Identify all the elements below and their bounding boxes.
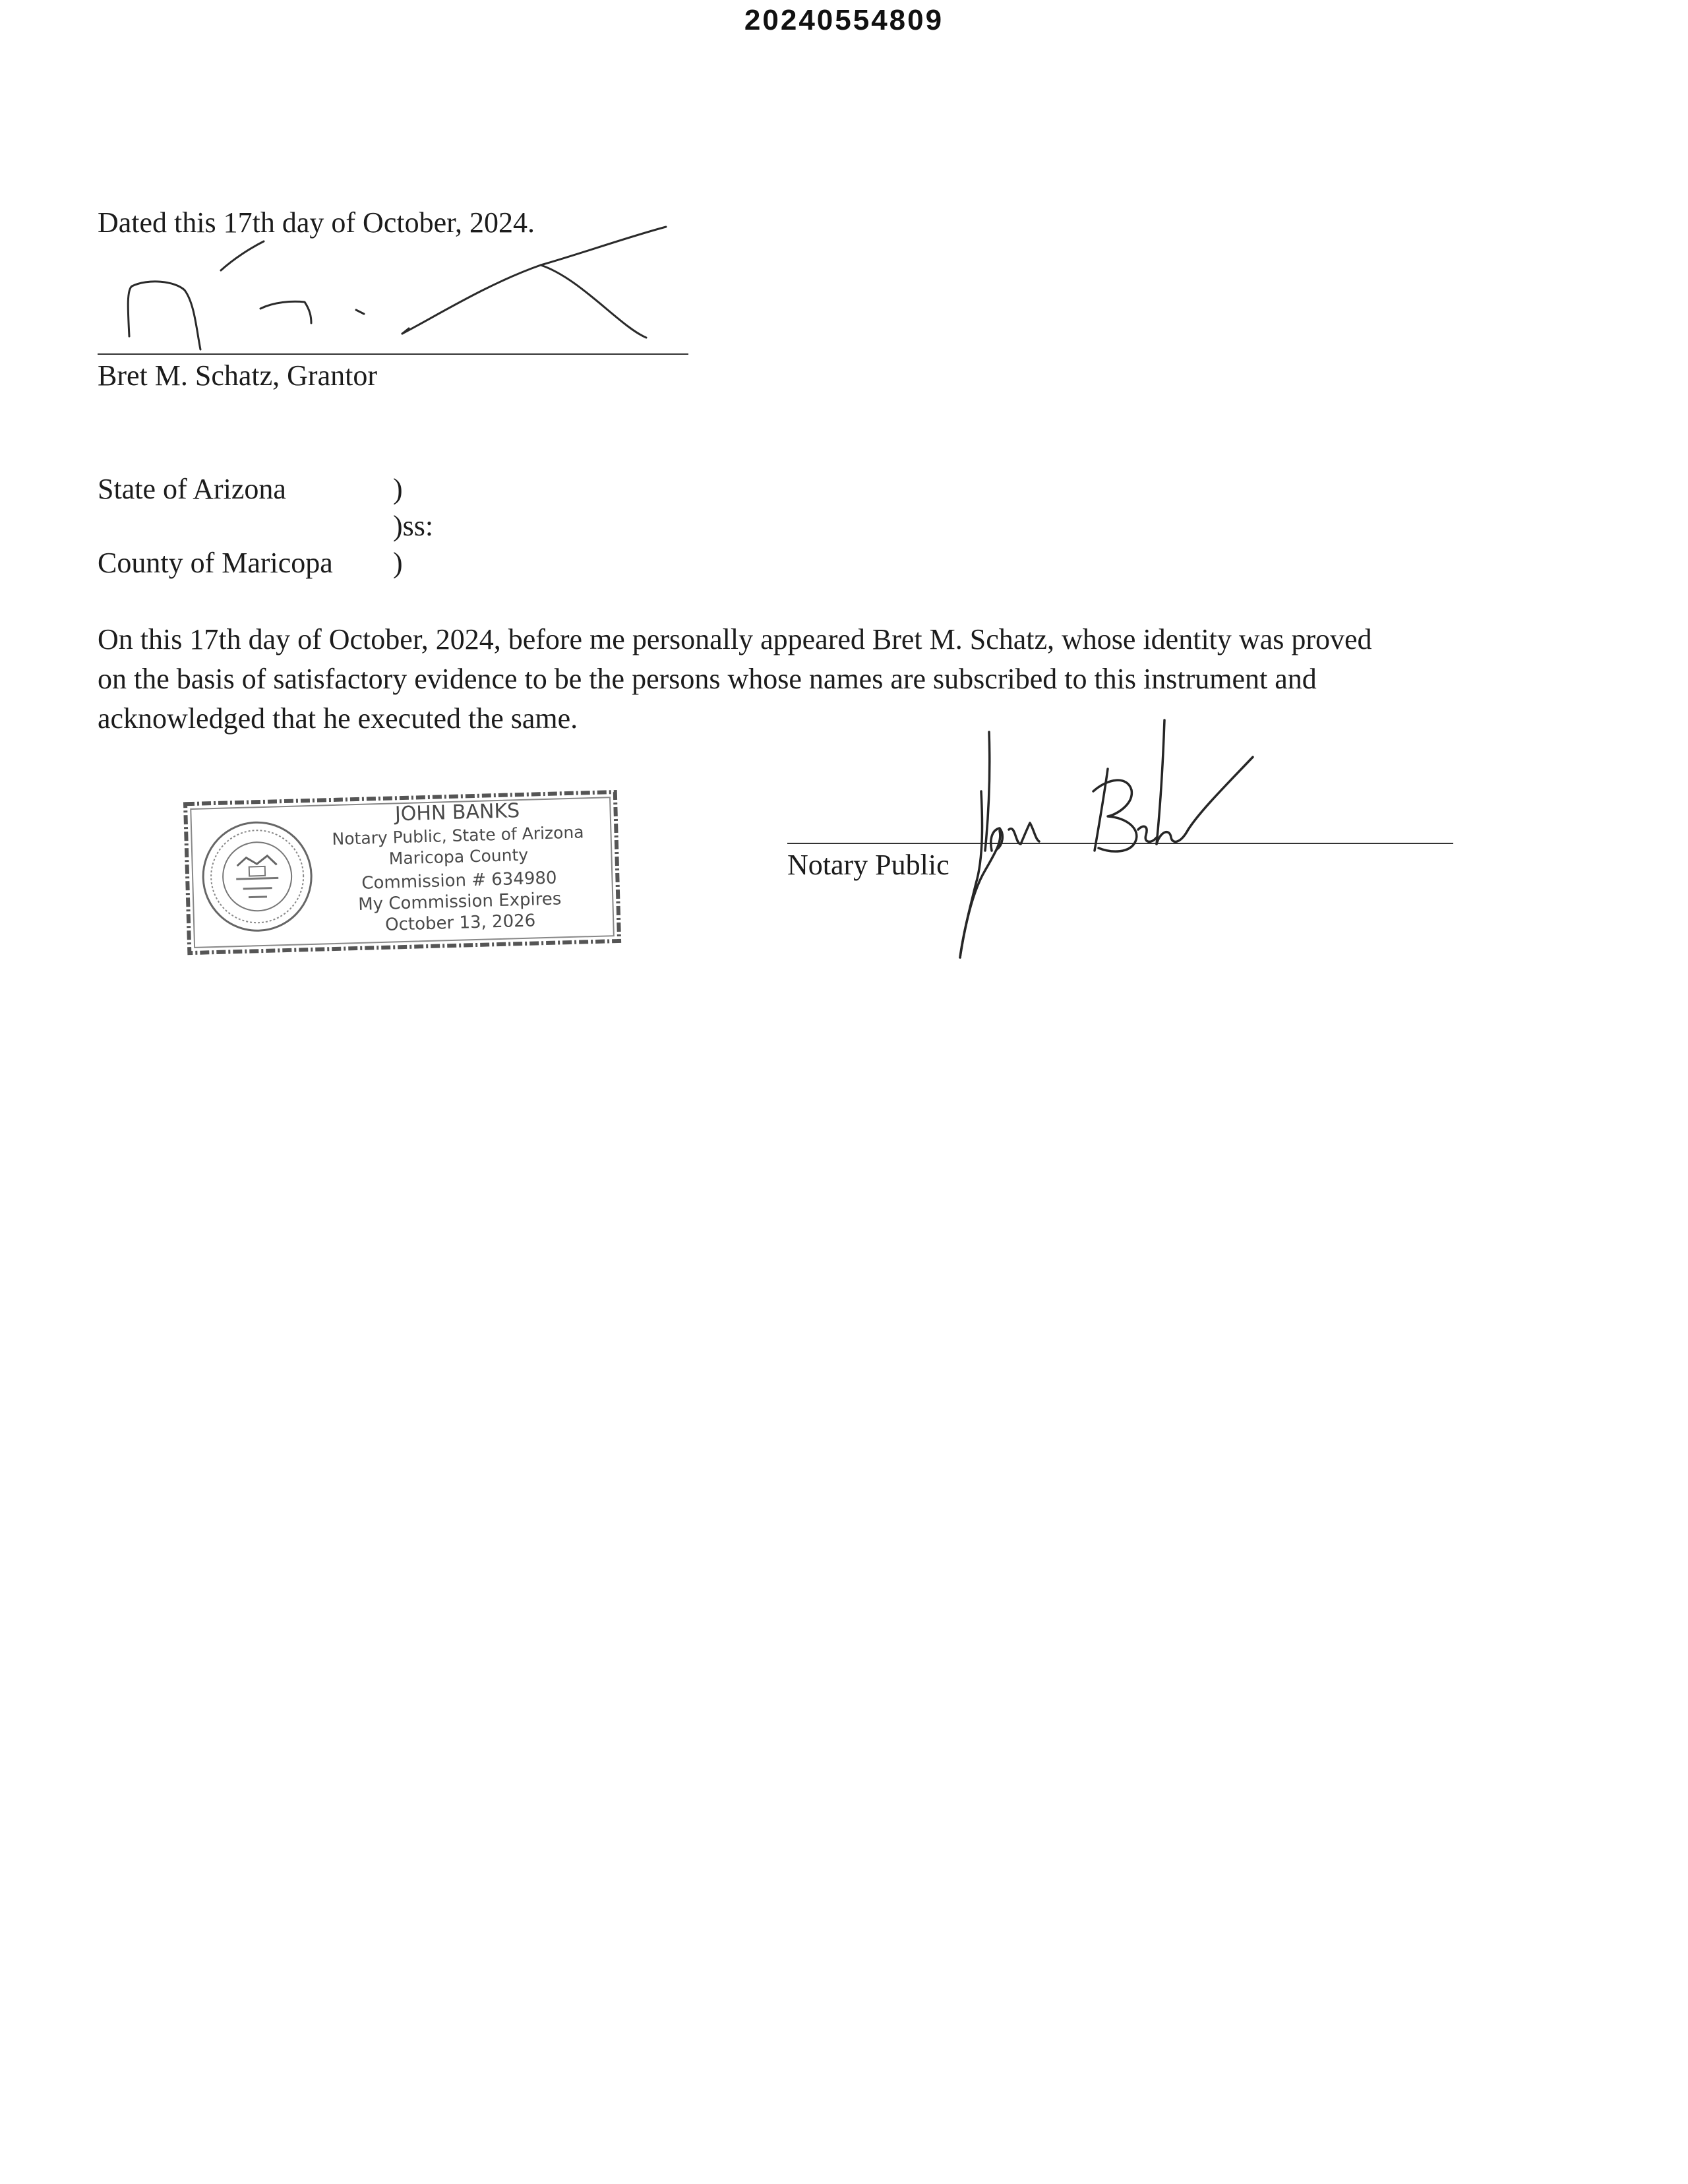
notary-stamp bbox=[183, 789, 625, 954]
notary-signature bbox=[943, 712, 1312, 963]
stamp-county: Maricopa County bbox=[388, 845, 529, 868]
dated-line: Dated this 17th day of October, 2024. bbox=[98, 206, 535, 239]
state-seal-icon bbox=[202, 821, 313, 932]
acknowledgment-line: On this 17th day of October, 2024, before me personally appeared Bret M. Schatz, whose identity was proved bbox=[98, 623, 1372, 655]
grantor-signature bbox=[119, 218, 686, 363]
notary-caption: Notary Public bbox=[787, 849, 950, 881]
venue-state-paren: ) bbox=[393, 473, 403, 505]
acknowledgment-paragraph bbox=[98, 620, 1588, 739]
document-number: 20240554809 bbox=[744, 4, 944, 36]
grantor-signature-line bbox=[98, 353, 688, 355]
acknowledgment-line: on the basis of satisfactory evidence to be the persons whose names are subscribed to this instrument and bbox=[98, 663, 1317, 695]
stamp-commission: Commission # 634980 bbox=[361, 868, 557, 894]
venue-state: State of Arizona bbox=[98, 473, 286, 505]
acknowledgment-line: acknowledged that he executed the same. bbox=[98, 702, 578, 735]
stamp-title: Notary Public, State of Arizona bbox=[332, 822, 584, 849]
grantor-caption: Bret M. Schatz, Grantor bbox=[98, 359, 377, 392]
stamp-expires-date: October 13, 2026 bbox=[384, 911, 536, 935]
venue-county: County of Maricopa bbox=[98, 547, 333, 579]
stamp-expires-label: My Commission Expires bbox=[357, 889, 562, 915]
venue-ss: )ss: bbox=[393, 510, 434, 542]
venue-county-paren: ) bbox=[393, 547, 403, 579]
stamp-name: JOHN BANKS bbox=[394, 799, 520, 826]
